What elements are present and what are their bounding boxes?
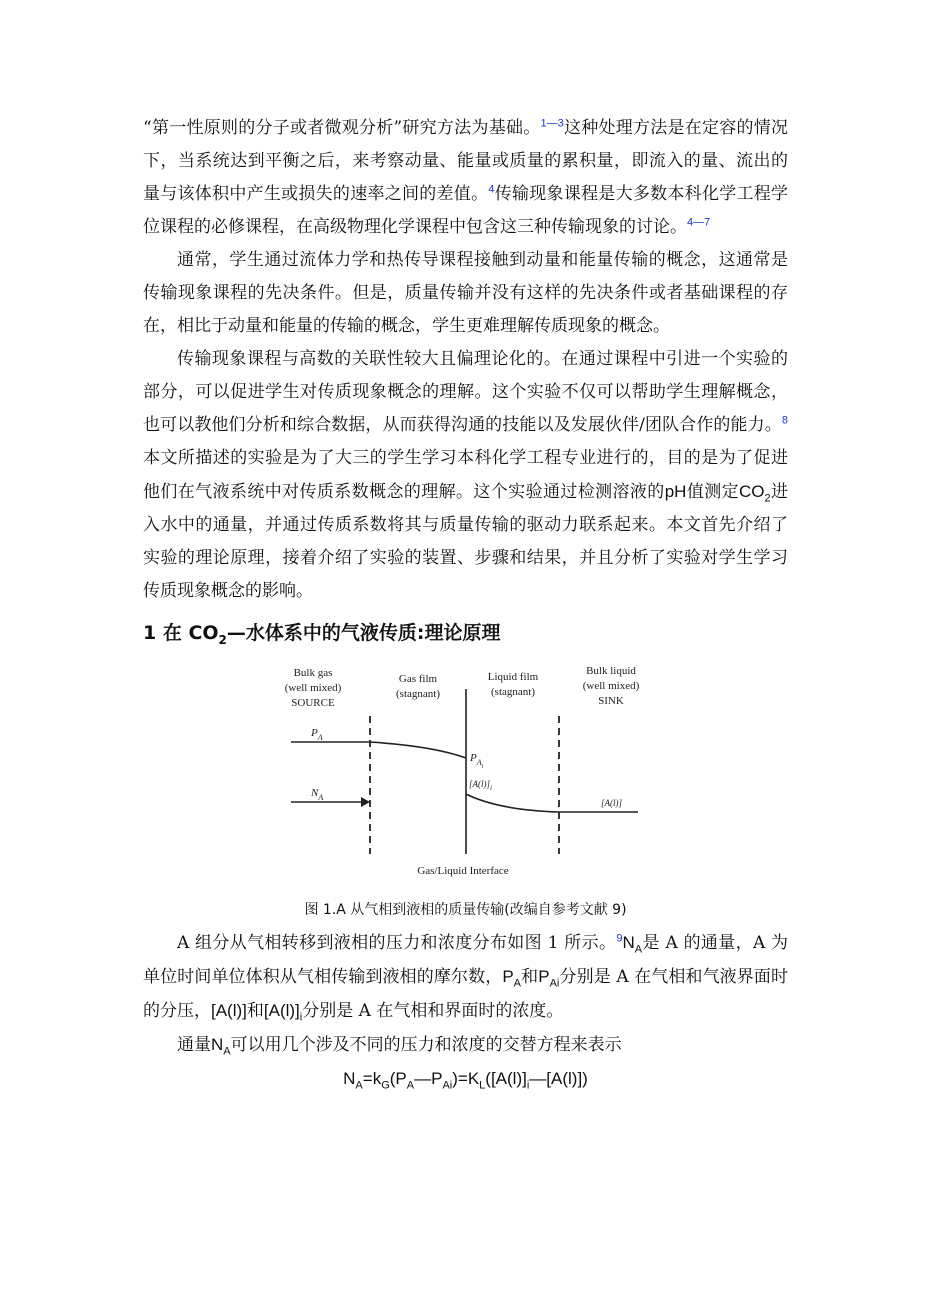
para4-text-4: 分别是 A 在气相和气液界面时的分压， <box>143 967 789 1021</box>
eq-kl: )=K <box>452 1069 480 1088</box>
na-term: N <box>622 933 635 952</box>
citation-4[interactable]: 4 <box>488 183 495 196</box>
flux-na-term: N <box>211 1035 224 1054</box>
eq-al2: —[A(l)]) <box>529 1069 588 1088</box>
para4-text-5: 和 <box>246 1001 264 1021</box>
eq-na: N <box>343 1069 356 1088</box>
para1-text-3: 传输现象课程是大多数本科化学工程学位课程的必修课程，在高级物理化学课程中包含这三种传输现象的讨论。 <box>143 184 789 237</box>
para2-text: 通常，学生通过流体力学和热传导课程接触到动量和能量传输的概念，这通常是传输现象课程的先决条件。但是，质量传输并没有这样的先决条件或者基础课程的存在，相比于动量和能量的传输的概念，学生更难理解传质现象的概念。 <box>143 250 788 336</box>
co2-term: CO <box>739 482 765 501</box>
heading-subscript: 2 <box>218 632 227 647</box>
label-interface: Gas/Liquid Interface <box>417 865 509 877</box>
paragraph-flux <box>143 1028 788 1062</box>
para1-text-2: 这种处理方法是在定容的情况下，当系统达到平衡之后，来考察动量、能量或质量的累积量，即流入的量、流出的量与该体积中产生或损失的速率之间的差值。 <box>143 118 788 204</box>
label-bulk-liquid-3: SINK <box>598 695 624 707</box>
para5-text-1: 通量 <box>177 1035 211 1055</box>
document-page <box>143 112 788 1095</box>
pai-subscript: Ai <box>549 977 560 990</box>
label-gas-film-1: Gas film <box>398 673 438 685</box>
label-liquid-film-2: (stagnant) <box>491 686 535 698</box>
citation-9[interactable]: 9 <box>616 932 623 945</box>
eq-lp: (P <box>389 1069 407 1088</box>
para4-text-2: 是 A 的通量，A 为单位时间单位体积从气相传输到液相的摩尔数， <box>143 933 789 987</box>
eq-pa-sub: A <box>406 1079 415 1092</box>
eq-kl-sub: L <box>479 1079 486 1092</box>
heading-prefix: 1 在 CO <box>143 622 219 644</box>
ph-term: pH <box>664 482 687 501</box>
para1-text-1: “第一性原则的分子或者微观分析”研究方法为基础。 <box>143 118 541 138</box>
citation-1-3[interactable]: 1—3 <box>540 117 564 130</box>
eq-pai-sub: Ai <box>442 1079 453 1092</box>
paragraph-experiment <box>143 343 788 608</box>
citation-8[interactable]: 8 <box>781 414 788 427</box>
mass-transfer-diagram <box>283 654 643 884</box>
eq-kg-sub: G <box>381 1079 390 1092</box>
para3-text-2: 本文所描述的实验是为了大三的学生学习本科化学工程专业进行的，目的是为了促进他们在气液系统中对传质系数概念的理解。这个实验通过检测溶液的 <box>143 448 788 502</box>
label-gas-film-2: (stagnant) <box>396 688 440 700</box>
eq-ali-sub: i <box>526 1079 530 1092</box>
pressure-profile-curve <box>291 742 466 758</box>
label-bulk-gas-1: Bulk gas <box>293 667 333 679</box>
flux-equation <box>143 1062 788 1095</box>
label-bulk-liquid-2: (well mixed) <box>582 680 640 692</box>
label-bulk-gas-2: (well mixed) <box>284 682 342 694</box>
eq-kg: =k <box>362 1069 382 1088</box>
para3-text-4: 进入水中的通量，并通过传质系数将其与质量传输的驱动力联系起来。本文首先介绍了实验的理论原理，接着介绍了实验的装置、步骤和结果，并且分析了实验对学生学习传质现象概念的影响。 <box>143 482 789 601</box>
eq-al1: ([A(l)] <box>485 1069 527 1088</box>
flux-arrow-head <box>361 797 370 807</box>
paragraph-definitions <box>143 926 788 1028</box>
flux-na-subscript: A <box>223 1045 231 1058</box>
label-al: [A(l)] <box>601 798 622 808</box>
para3-text-3: 值测定 <box>686 482 739 502</box>
paragraph-intro <box>143 112 788 244</box>
ali-subscript: i <box>299 1011 303 1024</box>
al-term: [A(l)] <box>211 1001 247 1020</box>
na-subscript: A <box>634 943 643 956</box>
ali-term: [A(l)] <box>263 1001 300 1020</box>
figure-mass-transfer <box>143 654 788 884</box>
label-ali: $[A(l)]_i$ <box>469 779 492 792</box>
paragraph-prerequisites <box>143 244 788 343</box>
eq-dash: —P <box>414 1069 443 1088</box>
eq-na-sub: A <box>355 1079 363 1092</box>
label-liquid-film-1: Liquid film <box>487 671 539 683</box>
para4-text-6: 分别是 A 在气相和界面时的浓度。 <box>302 1001 564 1021</box>
co2-subscript: 2 <box>764 492 771 505</box>
para4-text-1: A 组分从气相转移到液相的压力和浓度分布如图 1 所示。 <box>177 933 617 953</box>
para4-text-3: 和 <box>521 967 539 987</box>
citation-4-7[interactable]: 4—7 <box>687 216 711 229</box>
section-heading <box>143 618 788 648</box>
pai-term: P <box>538 967 550 986</box>
label-pa: $P_A$ <box>311 727 323 742</box>
label-bulk-liquid-1: Bulk liquid <box>586 665 636 677</box>
label-bulk-gas-3: SOURCE <box>291 697 335 709</box>
para3-text-1: 传输现象课程与高数的关联性较大且偏理论化的。在通过课程中引进一个实验的部分，可以促进学生对传质现象概念的理解。这个实验不仅可以帮助学生理解概念，也可以教他们分析和综合数据，从而获得沟通的技能以及发展伙伴/团队合作的能力。 <box>143 349 788 435</box>
label-pai: $P_{Ai}$ <box>470 752 484 770</box>
pa-term: P <box>502 967 514 986</box>
figure-caption: 图 1.A 从气相到液相的质量传输(改编自参考文献 9) <box>304 902 627 918</box>
para5-text-2: 可以用几个涉及不同的压力和浓度的交替方程来表示 <box>230 1035 622 1055</box>
label-na: $N_A$ <box>311 787 324 802</box>
pa-subscript: A <box>513 977 522 990</box>
heading-suffix: —水体系中的气液传质:理论原理 <box>226 622 501 644</box>
